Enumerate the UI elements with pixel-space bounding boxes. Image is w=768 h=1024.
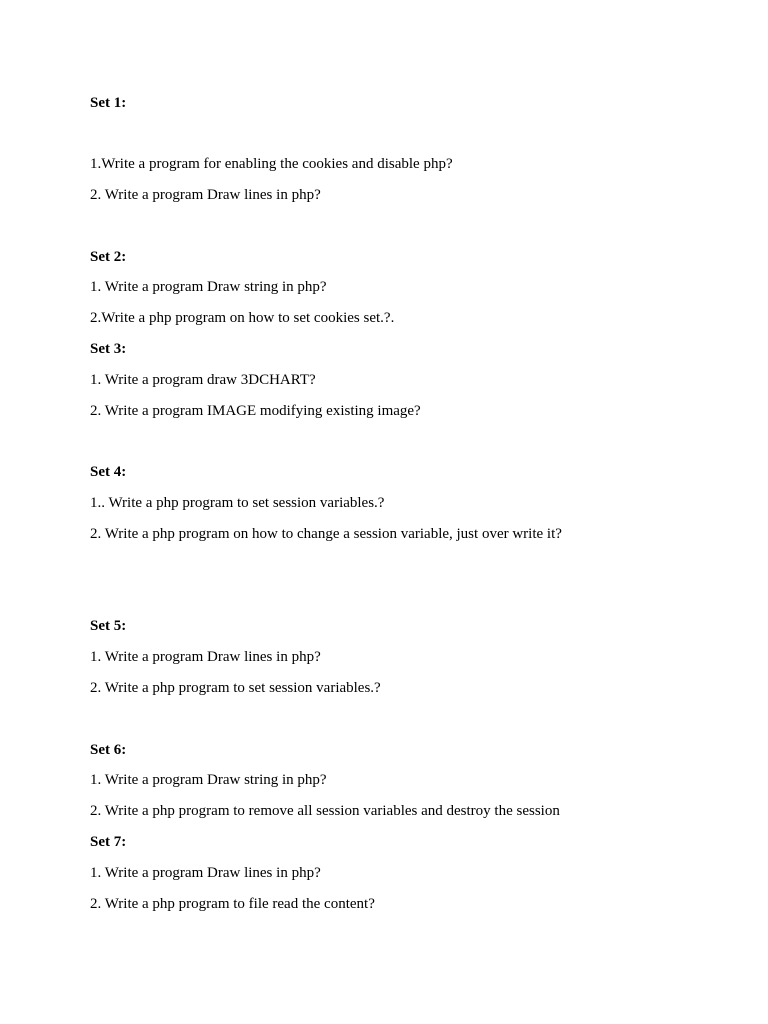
set-heading: Set 7: xyxy=(90,834,127,850)
question-item: 2. Write a php program on how to change a session variable, just over write it? xyxy=(90,526,562,542)
set-heading: Set 4: xyxy=(90,464,127,480)
set-heading: Set 1: xyxy=(90,95,127,111)
question-item: 1. Write a program Draw lines in php? xyxy=(90,865,321,881)
question-item: 1. Write a program draw 3DCHART? xyxy=(90,372,316,388)
set-heading: Set 5: xyxy=(90,618,127,634)
question-item: 2. Write a php program to file read the content? xyxy=(90,896,375,912)
set-heading: Set 2: xyxy=(90,249,127,265)
question-item: 2. Write a program IMAGE modifying existing image? xyxy=(90,403,421,419)
question-item: 2. Write a php program to remove all session variables and destroy the session xyxy=(90,803,560,819)
question-item: 1. Write a program Draw lines in php? xyxy=(90,649,321,665)
set-heading: Set 6: xyxy=(90,742,127,758)
set-heading: Set 3: xyxy=(90,341,127,357)
question-item: 2. Write a program Draw lines in php? xyxy=(90,187,321,203)
question-item: 2.Write a php program on how to set cookies set.?. xyxy=(90,310,395,326)
question-item: 1. Write a program Draw string in php? xyxy=(90,279,327,295)
question-item: 1.Write a program for enabling the cookies and disable php? xyxy=(90,156,453,172)
question-item: 2. Write a php program to set session variables.? xyxy=(90,680,381,696)
question-item: 1. Write a program Draw string in php? xyxy=(90,772,327,788)
question-item: 1.. Write a php program to set session variables.? xyxy=(90,495,385,511)
